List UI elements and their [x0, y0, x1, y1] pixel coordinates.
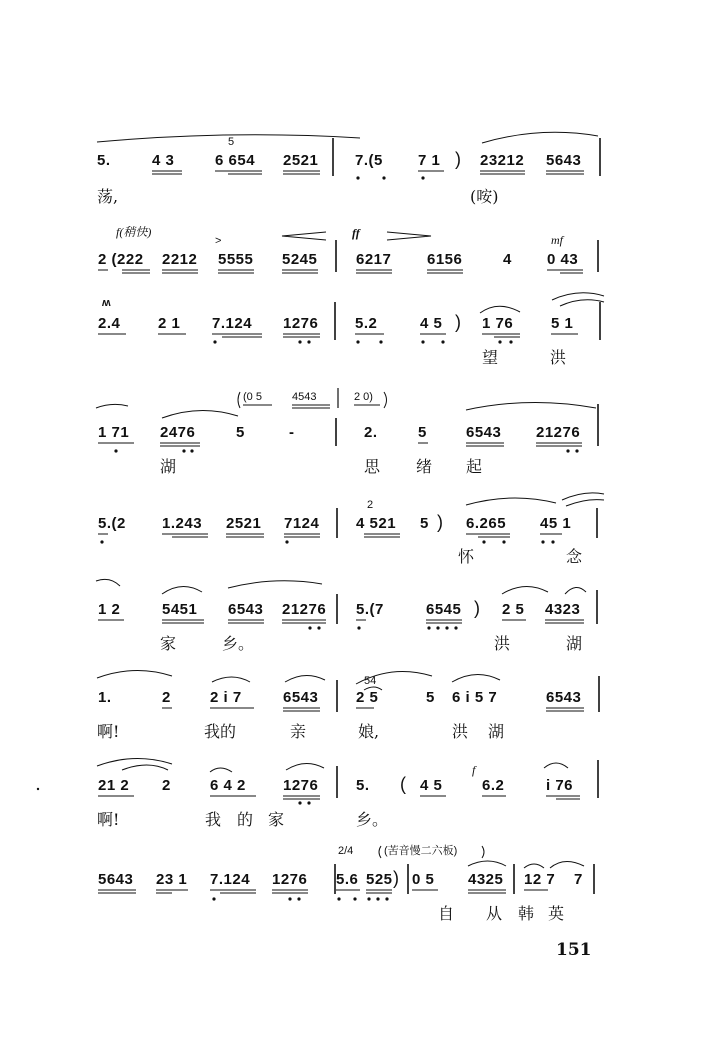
note-group: 2212 — [162, 251, 198, 268]
note-group: 4 5 — [420, 777, 443, 794]
note-group: 1 71 — [98, 424, 130, 441]
note-group: 5245 — [282, 251, 318, 268]
note-group: 6 654 — [215, 152, 256, 169]
lyric: 我的 — [204, 722, 237, 741]
note-group: 5 — [418, 424, 427, 441]
close-paren: ) — [455, 149, 462, 169]
slur — [285, 675, 325, 682]
note-group: 21276 — [282, 601, 327, 618]
dot — [441, 340, 444, 343]
slur — [364, 687, 382, 690]
note-group: 6543 — [546, 689, 582, 706]
dot — [382, 176, 385, 179]
note-group: 2 i 7 — [210, 689, 242, 706]
note-group: 6 i 5 7 — [452, 689, 498, 706]
slur — [212, 677, 250, 682]
note-group: 4 — [503, 251, 512, 268]
dot — [353, 897, 356, 900]
dot — [445, 626, 448, 629]
dot — [288, 897, 291, 900]
dot — [317, 626, 320, 629]
dot — [367, 897, 370, 900]
note-group: 21 2 — [98, 777, 130, 794]
note-group: 23212 — [480, 152, 525, 169]
close-paren: ) — [393, 868, 400, 888]
dynamic-mf: mf — [551, 233, 563, 247]
note-group: 2 (222 — [98, 251, 144, 268]
note-group: 5. — [97, 152, 111, 169]
note-group: 5. — [356, 777, 370, 794]
note-group: 2521 — [226, 515, 262, 532]
slur — [466, 498, 556, 505]
note-group: 1276 — [283, 777, 319, 794]
slur — [228, 581, 322, 588]
slur — [286, 763, 324, 770]
dot — [566, 449, 569, 452]
lyric: 娘, — [358, 722, 380, 741]
note-group: 7.124 — [210, 871, 251, 888]
note-group: - — [289, 424, 295, 441]
note-group: 2. — [364, 424, 378, 441]
note-group: 7124 — [284, 515, 320, 532]
note-group: 5555 — [218, 251, 254, 268]
note-group: 6.265 — [466, 515, 507, 532]
slur — [97, 758, 172, 766]
dot — [114, 449, 117, 452]
open-paren: ( — [400, 774, 407, 794]
slur — [162, 410, 238, 418]
lyric: 湖 — [160, 457, 177, 476]
dot — [509, 340, 512, 343]
grace-note: 2 — [367, 499, 374, 511]
decrescendo — [387, 232, 431, 240]
dot — [307, 801, 310, 804]
note-group: 0 43 — [547, 251, 579, 268]
accent-mark: > — [215, 235, 222, 247]
slur — [566, 500, 604, 506]
note-group: 5451 — [162, 601, 198, 618]
dot — [482, 540, 485, 543]
slur — [524, 864, 544, 868]
dot — [357, 626, 360, 629]
dot — [337, 897, 340, 900]
note-group: 7 — [574, 871, 583, 888]
note-group: 2521 — [283, 152, 319, 169]
dot — [212, 897, 215, 900]
dot — [376, 897, 379, 900]
crescendo — [282, 232, 326, 240]
bracket — [379, 846, 381, 858]
lyric: 从 — [486, 904, 503, 923]
note-group: 1276 — [283, 315, 319, 332]
lyric: 啊! — [97, 810, 120, 829]
lyric: 亲 — [290, 722, 307, 741]
dot — [285, 540, 288, 543]
note-group: 1276 — [272, 871, 308, 888]
close-paren: ) — [437, 512, 444, 532]
note-group: 6156 — [427, 251, 463, 268]
slur — [122, 765, 168, 770]
lyric: (咹) — [470, 187, 499, 206]
dot — [436, 626, 439, 629]
lyric: 湖 — [488, 722, 505, 741]
lyric: 洪 — [452, 722, 469, 741]
dot — [297, 897, 300, 900]
note-group: 2476 — [160, 424, 196, 441]
bracket — [482, 846, 484, 858]
note-group: 5 1 — [551, 315, 574, 332]
note-group: 1 76 — [482, 315, 514, 332]
tempo-mark: f(稍快) — [116, 225, 152, 239]
insert-notes: 2 0) — [354, 391, 373, 403]
note-group: 4323 — [545, 601, 581, 618]
slur — [480, 306, 520, 313]
note-group: 2.4 — [98, 315, 121, 332]
lyric: 怀 — [458, 547, 475, 566]
note-group: 1. — [98, 689, 112, 706]
dot — [385, 897, 388, 900]
note-group: 23 1 — [156, 871, 188, 888]
dot — [498, 340, 501, 343]
page-number: 151 — [556, 940, 592, 960]
slur — [97, 135, 360, 142]
note-group: 2 — [162, 777, 171, 794]
note-group: 4325 — [468, 871, 504, 888]
dot — [190, 449, 193, 452]
dot — [308, 626, 311, 629]
lyric: 念 — [566, 547, 583, 566]
dot — [213, 340, 216, 343]
note-group: 5 — [420, 515, 429, 532]
dot — [541, 540, 544, 543]
note-group: 5643 — [546, 152, 582, 169]
lyric: 乡。 — [222, 634, 255, 653]
note-group: 5.6 — [336, 871, 359, 888]
note-group: 12 7 — [524, 871, 556, 888]
slur — [97, 670, 172, 678]
dot — [307, 340, 310, 343]
dot — [421, 340, 424, 343]
note-group: 5.(2 — [98, 515, 126, 532]
lyric: 英 — [548, 904, 565, 923]
dot — [100, 540, 103, 543]
slur — [552, 293, 604, 300]
slur — [356, 672, 432, 685]
slur — [565, 587, 586, 594]
dot — [182, 449, 185, 452]
note-group: 7.(5 — [355, 152, 383, 169]
lyric: 荡, — [97, 187, 119, 206]
note-group: 5 — [426, 689, 435, 706]
time-signature: 2/4 — [338, 845, 354, 857]
dot — [551, 540, 554, 543]
dot — [502, 540, 505, 543]
lyric: 思 — [364, 457, 381, 476]
slur — [562, 493, 604, 500]
dot — [298, 801, 301, 804]
dot — [427, 626, 430, 629]
slur — [466, 402, 596, 410]
lyric: 我 — [205, 810, 222, 829]
grace-note: 5 — [228, 136, 235, 148]
note-group: 6543 — [283, 689, 319, 706]
slur — [502, 586, 548, 594]
lyric: 洪 — [494, 634, 511, 653]
dot — [421, 176, 424, 179]
note-group: 1 2 — [98, 601, 121, 618]
dot — [454, 626, 457, 629]
lyric: 自 — [438, 904, 455, 923]
slur — [482, 132, 598, 143]
dynamic-f: f — [472, 763, 476, 777]
stray-dot — [37, 788, 39, 790]
note-group: 6543 — [228, 601, 264, 618]
note-group: 7.124 — [212, 315, 253, 332]
dot — [356, 340, 359, 343]
slur — [452, 674, 500, 682]
close-paren: ) — [474, 598, 481, 618]
lyric: 家 — [160, 634, 177, 653]
slur — [96, 579, 120, 586]
note-group: 6545 — [426, 601, 462, 618]
note-group: 4 521 — [356, 515, 397, 532]
lyric: 洪 — [550, 348, 567, 367]
lyric: 啊! — [97, 722, 120, 741]
dynamic-ff: ff — [352, 226, 360, 240]
note-group: 6 4 2 — [210, 777, 246, 794]
slur — [210, 768, 232, 772]
note-group: 2 — [162, 689, 171, 706]
note-group: 6543 — [466, 424, 502, 441]
bracket — [238, 392, 240, 408]
mordent-mark: ʍ — [102, 297, 111, 309]
note-group: 5643 — [98, 871, 134, 888]
slur — [544, 763, 568, 768]
note-group: i 76 — [546, 777, 574, 794]
note-group: 2 5 — [356, 689, 379, 706]
dot — [379, 340, 382, 343]
grace-note: 54 — [364, 675, 377, 687]
insert-notes: (0 5 — [243, 391, 262, 403]
note-group: 5.(7 — [356, 601, 384, 618]
note-group: 21276 — [536, 424, 581, 441]
note-group: 6.2 — [482, 777, 505, 794]
bracket — [384, 392, 387, 408]
lyric: 家 — [268, 810, 285, 829]
note-group: 4 5 — [420, 315, 443, 332]
slur — [468, 861, 506, 866]
note-group: 0 5 — [412, 871, 435, 888]
insert-notes: 4543 — [292, 391, 317, 403]
note-group: 525 — [366, 871, 393, 888]
note-group: 45 1 — [540, 515, 572, 532]
slur — [162, 586, 202, 594]
lyric: 湖 — [566, 634, 583, 653]
note-group: 6217 — [356, 251, 392, 268]
dot — [575, 449, 578, 452]
slur — [96, 404, 128, 408]
dot — [298, 340, 301, 343]
note-group: 4 3 — [152, 152, 175, 169]
slur — [550, 861, 584, 868]
lyric: 绪 — [416, 457, 433, 476]
lyric: 韩 — [518, 904, 535, 923]
note-group: 5.2 — [355, 315, 378, 332]
lyric: 望 — [482, 348, 499, 367]
note-group: 2 1 — [158, 315, 181, 332]
close-paren: ) — [455, 312, 462, 332]
slur — [560, 300, 604, 306]
note-group: 5 — [236, 424, 245, 441]
dot — [356, 176, 359, 179]
lyric: 起 — [466, 457, 483, 476]
lyric: 的 — [237, 810, 254, 829]
lyric: 乡。 — [356, 810, 389, 829]
tempo-note: (苦音慢二六板) — [384, 845, 458, 857]
note-group: 7 1 — [418, 152, 441, 169]
note-group: 2 5 — [502, 601, 525, 618]
note-group: 1.243 — [162, 515, 203, 532]
